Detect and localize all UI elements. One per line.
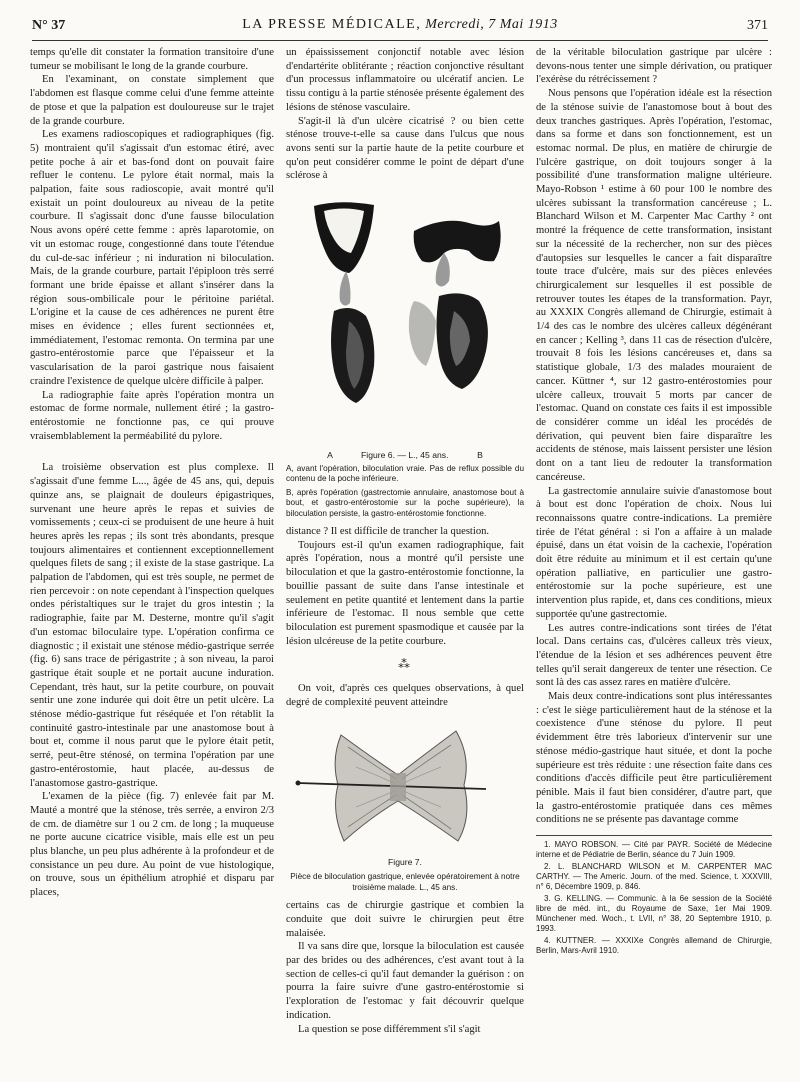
figure-6	[286, 191, 524, 446]
paragraph: Les examens radioscopiques et radiographiques (fig. 5) montraient qu'il s'agissait d'un estomac étiré, avec petite poche à air et bas-fond dont on pouvait faire refluer le contenu. Le pylore était normal, mais la palpation, faite sous radioscopie, avait montré qu'il existait un point douloureux au niveau de la petite courbure. Il s'agissait donc d'une fausse biloculation Nous avons opéré cette femme : après laparotomie, on vit un estomac rouge, congestionné dans toute l'étendue du cul-de-sac inférieur ; ni induration ni biloculation. Mais, de la grande courbure, partait l'épiploon très serré formant une bride épaisse et allant s'insérer dans la région sous-ombilicale pour le péritoine pariétal. L'origine et la cause de ces adhérences ne purent être mises en évidence ; elles furent sectionnées et, immédiatement, l'estomac remonta. On termina par une gastro-entérostomie parce que l'épaisseur et la vascularisation de la paroi gastrique nous faisaient craindre l'existence de quelque ulcère difficile à palper.	[30, 129, 274, 387]
figure-6-title-line	[286, 450, 524, 461]
paragraph: Il va sans dire que, lorsque la biloculation est causée par des brides ou des adhérences, c'est avant tout à la section de celles-ci qu'il faut demander la guérison : on pourra la faire suivre d'une gastro-entérostomie si l'exploration de l'estomac y fait découvrir quelque indication.	[286, 941, 524, 1021]
journal-title	[32, 17, 768, 33]
paragraph: La troisième observation est plus complexe. Il s'agissait d'une femme L..., âgée de 45 ans, qui, depuis quinze ans, se plaignait de douleurs épigastriques, survenant une heure après le repas et suivies de vomissements ; ceux-ci se produisent de une heure à huit heures après les repas ; ils sont très abondants, presque toujours alimentaires et contiennent exceptionnellement quelques filets de sang ; il existe de la stase gastrique. La palpation de l'abdomen, qui est très souple, ne permet de rien percevoir : on note cependant à l'inspection quelques ondes péristaltiques sur le trajet du gros intestin ; la radiographie, faite par M. Desterne, montre qu'il s'agit d'un estomac biloculaire type. L'opération confirma ce diagnostic ; il existait une sténose médio-gastrique serrée (fig. 6) sans trace de périgastrite ; à son niveau, la paroi gastrique était souple et ne portait aucune induration. Cependant, très haut, sur la petite courbure, on pouvait sentir une zone indurée qui doit être un petit ulcère. La sténose médio-gastrique fut réséquée et l'on rétablit la continuité gastro-intestinale par une anastomose bout à bout et, comme il nous parut que le pylore était petit, serré, peut-être sténosé, on termina l'opération par une gastro-entérostomie, haut placée, au-dessus de l'anastomose gastro-gastrique.	[30, 462, 274, 789]
journal-name: LA PRESSE MÉDICALE,	[242, 17, 422, 32]
paragraph: La question se pose différemment s'il s'agit	[298, 1023, 481, 1035]
figure-6-caption-a: A, avant l'opération, biloculation vraie. Pas de reflux possible du contenu de la poche inférieure.	[286, 463, 524, 484]
paragraph: On voit, d'après ces quelques observations, à quel degré de complexité peuvent atteindre	[286, 683, 524, 708]
figure-7	[286, 717, 524, 852]
figure-6-label-a: A	[327, 450, 333, 461]
paragraph: distance ? Il est difficile de trancher la question.	[286, 526, 490, 538]
issue-number: N° 37	[32, 18, 66, 33]
paragraph: Toujours est-il qu'un examen radiographique, fait après l'opération, nous a montré qu'il persiste une biloculation et que la gastro-entérostomie fonctionne, la bouillie passant de suite dans l'anse intestinale et seulement en petite quantité et lentement dans la partie inférieure de l'estomac. Il nous semble que cette biloculation est purement spasmodique et causée par la lésion ulcéreuse de la petite courbure.	[286, 539, 524, 647]
paragraph: En l'examinant, on constate simplement que l'abdomen est flasque comme celui d'une femme atteinte de ptose et que la palpation est douloureuse sur le trajet de la grande courbure.	[30, 74, 274, 127]
paragraph: de la véritable biloculation gastrique par ulcère : devons-nous tenter une simple dérivation, ou pratiquer l'exérèse du rétrécissement ?	[536, 47, 772, 86]
paragraph: La gastrectomie annulaire suivie d'anastomose bout à bout est donc l'opération de choix. Nous lui reconnaissons quatre contre-indications. La première tirée de l'état général : si l'on a affaire à un malade épuisé, dans un état voisin de la cachexie, l'opération doit être réduite au minimum et il est certain qu'une opération palliative, en particulier une gastro-entérostomie sur la poche supérieure, est une intervention plus rapide, et, dans ces conditions, mieux supportée qu'une gastrectomie.	[536, 485, 772, 620]
column-2	[286, 46, 524, 1066]
footnote-3: 3. G. KELLING. — Communic. à la 6e session de la Société libre de méd. int., du Royaume de Saxe, 1er Mai 1909. Münchener med. Woch., t. LVII, n° 38, 20 Septembre 1910, p. 1993.	[536, 893, 772, 934]
column-1	[30, 46, 274, 1066]
figure-6-caption-b: B, après l'opération (gastrectomie annulaire, anastomose bout à bout, et gastro-entérostomie sur la poche supérieure), la biloculation persiste, la gastro-entérostomie fonctionne.	[286, 487, 524, 518]
figure-7-specimen	[286, 717, 524, 852]
figure-6-caption	[286, 450, 524, 519]
paragraph: S'agit-il là d'un ulcère cicatrisé ? ou bien cette sténose trouve-t-elle sa cause dans l'ulcus que nous avons senti sur la partie haute de la petite courbure et qu'on peut considérer comme le point de départ d'une sclérose à	[286, 115, 524, 182]
paragraph: un épaississement conjonctif notable avec lésion d'endartérite oblitérante ; réaction conjonctive résultant d'un processus inflammatoire ou ulcératif ancien. Le tissu contigu à la partie sténosée présente également des lésions de sténose vasculaire.	[286, 47, 524, 113]
figure-6-radiographs	[294, 191, 516, 421]
figure-6-label-b: B	[477, 450, 483, 461]
column-3	[536, 46, 772, 1066]
figure-6-title: Figure 6. — L., 45 ans.	[361, 450, 449, 461]
footnote-4: 4. KUTTNER. — XXXIXe Congrès allemand de Chirurgie, Berlin, Mars-Avril 1910.	[536, 935, 772, 956]
page-header	[32, 14, 768, 41]
paragraph: La radiographie faite après l'opération montra un estomac de forme normale, nullement étiré ; la gastro-entérostomie ne fonctionne pas, ce qui prouve vraisemblablement la perméabilité du pylore.	[30, 389, 274, 442]
paragraph: L'examen de la pièce (fig. 7) enlevée fait par M. Mauté a montré que la sténose, très serrée, a environ 2/3 de cm. de diamètre sur 1 ou 2 cm. de long ; la muqueuse ne porte aucune cicatrice visible, mais elle est un peu plus blanche, un peu plus adhérente à la profondeur et de consistance un peu dure. Au point de vue histologique, on trouve, sous un épithélium atrophié et disparu par places,	[30, 791, 274, 899]
issue-date: Mercredi, 7 Mai 1913	[425, 17, 558, 32]
figure-7-title: Figure 7.	[388, 857, 422, 868]
footnote-2: 2. L. BLANCHARD WILSON et M. CARPENTER MAC CARTHY. — The Americ. Journ. of the med. Science, t. XXXVIII, n° 6, Décembre 1909, p. 846.	[536, 861, 772, 892]
figure-7-caption: Pièce de biloculation gastrique, enlevée opératoirement à notre troisième malade. L., 45 ans.	[290, 872, 520, 892]
page-number: 371	[747, 18, 768, 33]
section-divider: ⁂	[398, 657, 412, 672]
paragraph: Les autres contre-indications sont tirées de l'état local. Dans certains cas, d'ulcères calleux très vieux, l'étendue de la lésion et ses adhérences peuvent être telles qu'il serait dangereux de tenter une résection. Ce sont là des cas assez rares en matière d'ulcère.	[536, 622, 772, 689]
footnotes	[536, 835, 772, 956]
paragraph: temps qu'elle dit constater la formation transitoire d'une tumeur se mobilisant le long de la grande courbure.	[30, 47, 274, 72]
paragraph: certains cas de chirurgie gastrique et combien la conduite que doit suivre le chirurgien peut être malaisée.	[286, 900, 524, 939]
paragraph: Mais deux contre-indications sont plus intéressantes : c'est le siège particulièrement haut de la sténose et la coexistence d'une sténose du pylore. Il peut évidemment être très laborieux d'intervenir sur une sténose médio-gastrique haut située, et dont la poche supérieure est très réduite : une résection faite dans ces conditions d'accès difficile peut être particulièrement pénible. Mais il faut bien considérer, d'autre part, que la gastro-entérostomie pratiquée dans ces mêmes conditions ne se présente pas davantage comme	[536, 691, 772, 826]
paragraph: Nous pensons que l'opération idéale est la résection de la sténose suivie de l'anastomose bout à bout des deux tranches gastriques. Après l'opération, l'estomac, dans sa forme et dans son fonctionnement, est un estomac normal. De plus, en matière de chirurgie de l'ulcère gastrique, on doit toujours songer à la possibilité d'une transformation maligne ultérieure. Mayo-Robson ¹ estime à 60 pour 100 le nombre des ulcères subissant la transformation cancéreuse ; L. Blanchard Wilson et M. Carpenter Mac Carthy ² ont montré la fréquence de cette transformation, insistant sur la nécessité de la rechercher, non sur des pièces d'autopsies sur lesquelles le cancer a fait disparaître toute trace d'ulcère, mais sur des pièces enlevées chirurgicalement sur lesquelles il est possible de retrouver toutes les étapes de la transformation. Payr, au XXXIX Congrès allemand de Chirurgie, estimait à 1/4 des cas le nombre des ulcères calleux dégénérant en cancer ; Kelling ³, dans 11 cas de résection d'ulcère, trouvait 8 fois les lésions cancéreuses et, dans sa statistique globale, 1/3 des malades mouraient de cancer. Küttner ⁴, sur 12 gastro-entérostomies pour ulcère calleux, trouvait 5 morts par cancer de l'estomac. Quand on constate ces faits il est impossible de considérer comme un idéal les procédés de dérivation, qui peuvent bien faire disparaître les accidents de sténose, mais laissent persister une lésion dont on a tant lieu de redouter la transformation cancéreuse.	[536, 88, 772, 483]
footnote-1: 1. MAYO ROBSON. — Cité par PAYR. Société de Médecine interne et de Pédiatrie de Berlin, séance du 7 Juin 1909.	[536, 840, 772, 860]
